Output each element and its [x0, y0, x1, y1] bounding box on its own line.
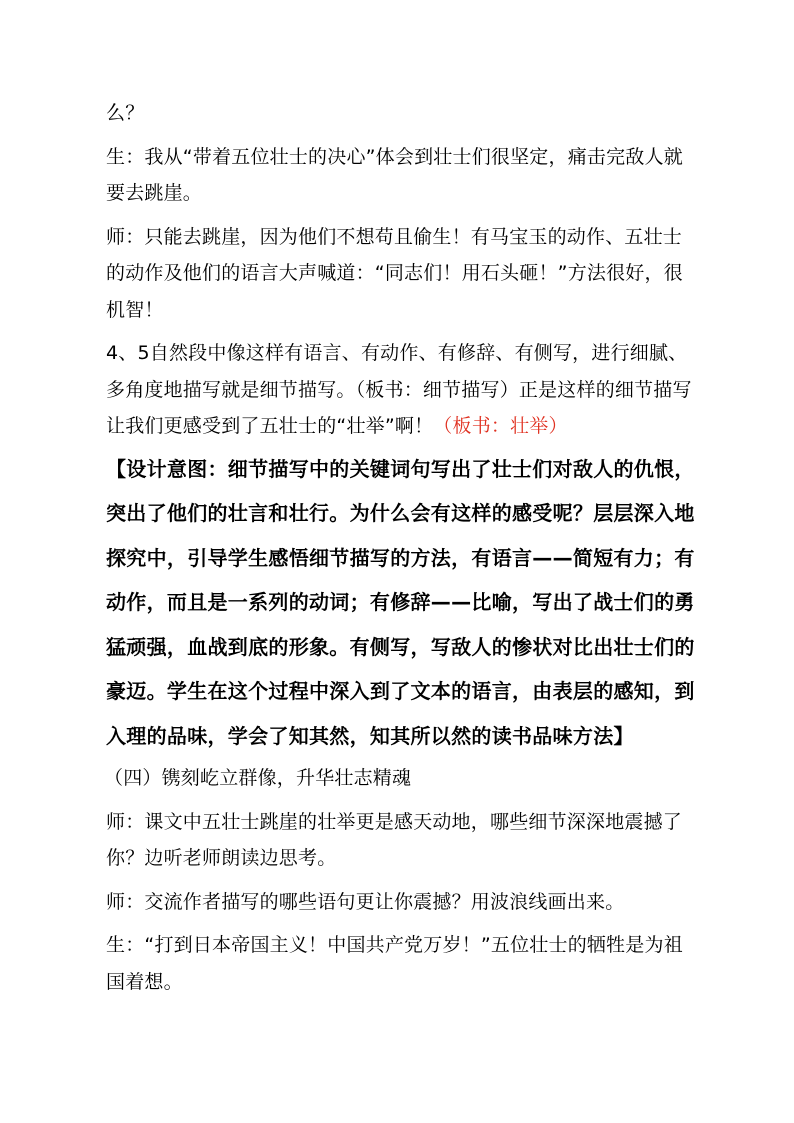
paragraph-student-answer: 生：“打到日本帝国主义！中国共产党万岁！”五位壮士的牺牲是为祖国着想。	[106, 934, 683, 993]
paragraph-student-response: 生：我从“带着五位壮士的决心”体会到壮士们很坚定，痛击完敌人就要去跳崖。	[106, 145, 683, 204]
section-heading: （四）镌刻屹立群像，升华壮志精魂	[104, 767, 412, 789]
paragraph-detail-description	[106, 335, 696, 445]
paragraph-teacher-comment: 师：只能去跳崖，因为他们不想苟且偷生！有马宝玉的动作、五壮士的动作及他们的语言大声喊道：“同志们！用石头砸！”方法很好，很机智！	[106, 225, 683, 321]
paragraph-teacher-question: 师：课文中五壮士跳崖的壮举更是感天动地，哪些细节深深地震撼了你？边听老师朗读边思考。	[106, 810, 683, 869]
design-intent-block: 【设计意图：细节描写中的关键词句写出了壮士们对敌人的仇恨，突出了他们的壮言和壮行。为什么会有这样的感受呢？层层深入地探究中，引导学生感悟细节描写的方法，有语言——简短有力；有动作，而且是一系列的动词；有修辞——比喻，写出了战士们的勇猛顽强，血战到底的形象。有侧写，写敌人的惨状对比出壮士们的豪迈。学生在这个过程中深入到了文本的语言，由表层的感知，到入理的品味，学会了知其然，知其所以然的读书品味方法】	[106, 456, 695, 748]
paragraph-continuation: 么？	[106, 102, 145, 124]
document-page	[106, 95, 696, 1000]
detail-description-text: 4、5自然段中像这样有语言、有动作、有修辞、有侧写，进行细腻、多角度地描写就是细节描写。（板书：细节描写）正是这样的细节描写让我们更感受到了五壮士的“壮举”啊！	[106, 342, 692, 437]
paragraph-teacher-instruction: 师：交流作者描写的哪些语句更让你震撼？用波浪线画出来。	[106, 890, 625, 913]
board-note-red: （板书：壮举）	[433, 415, 568, 437]
